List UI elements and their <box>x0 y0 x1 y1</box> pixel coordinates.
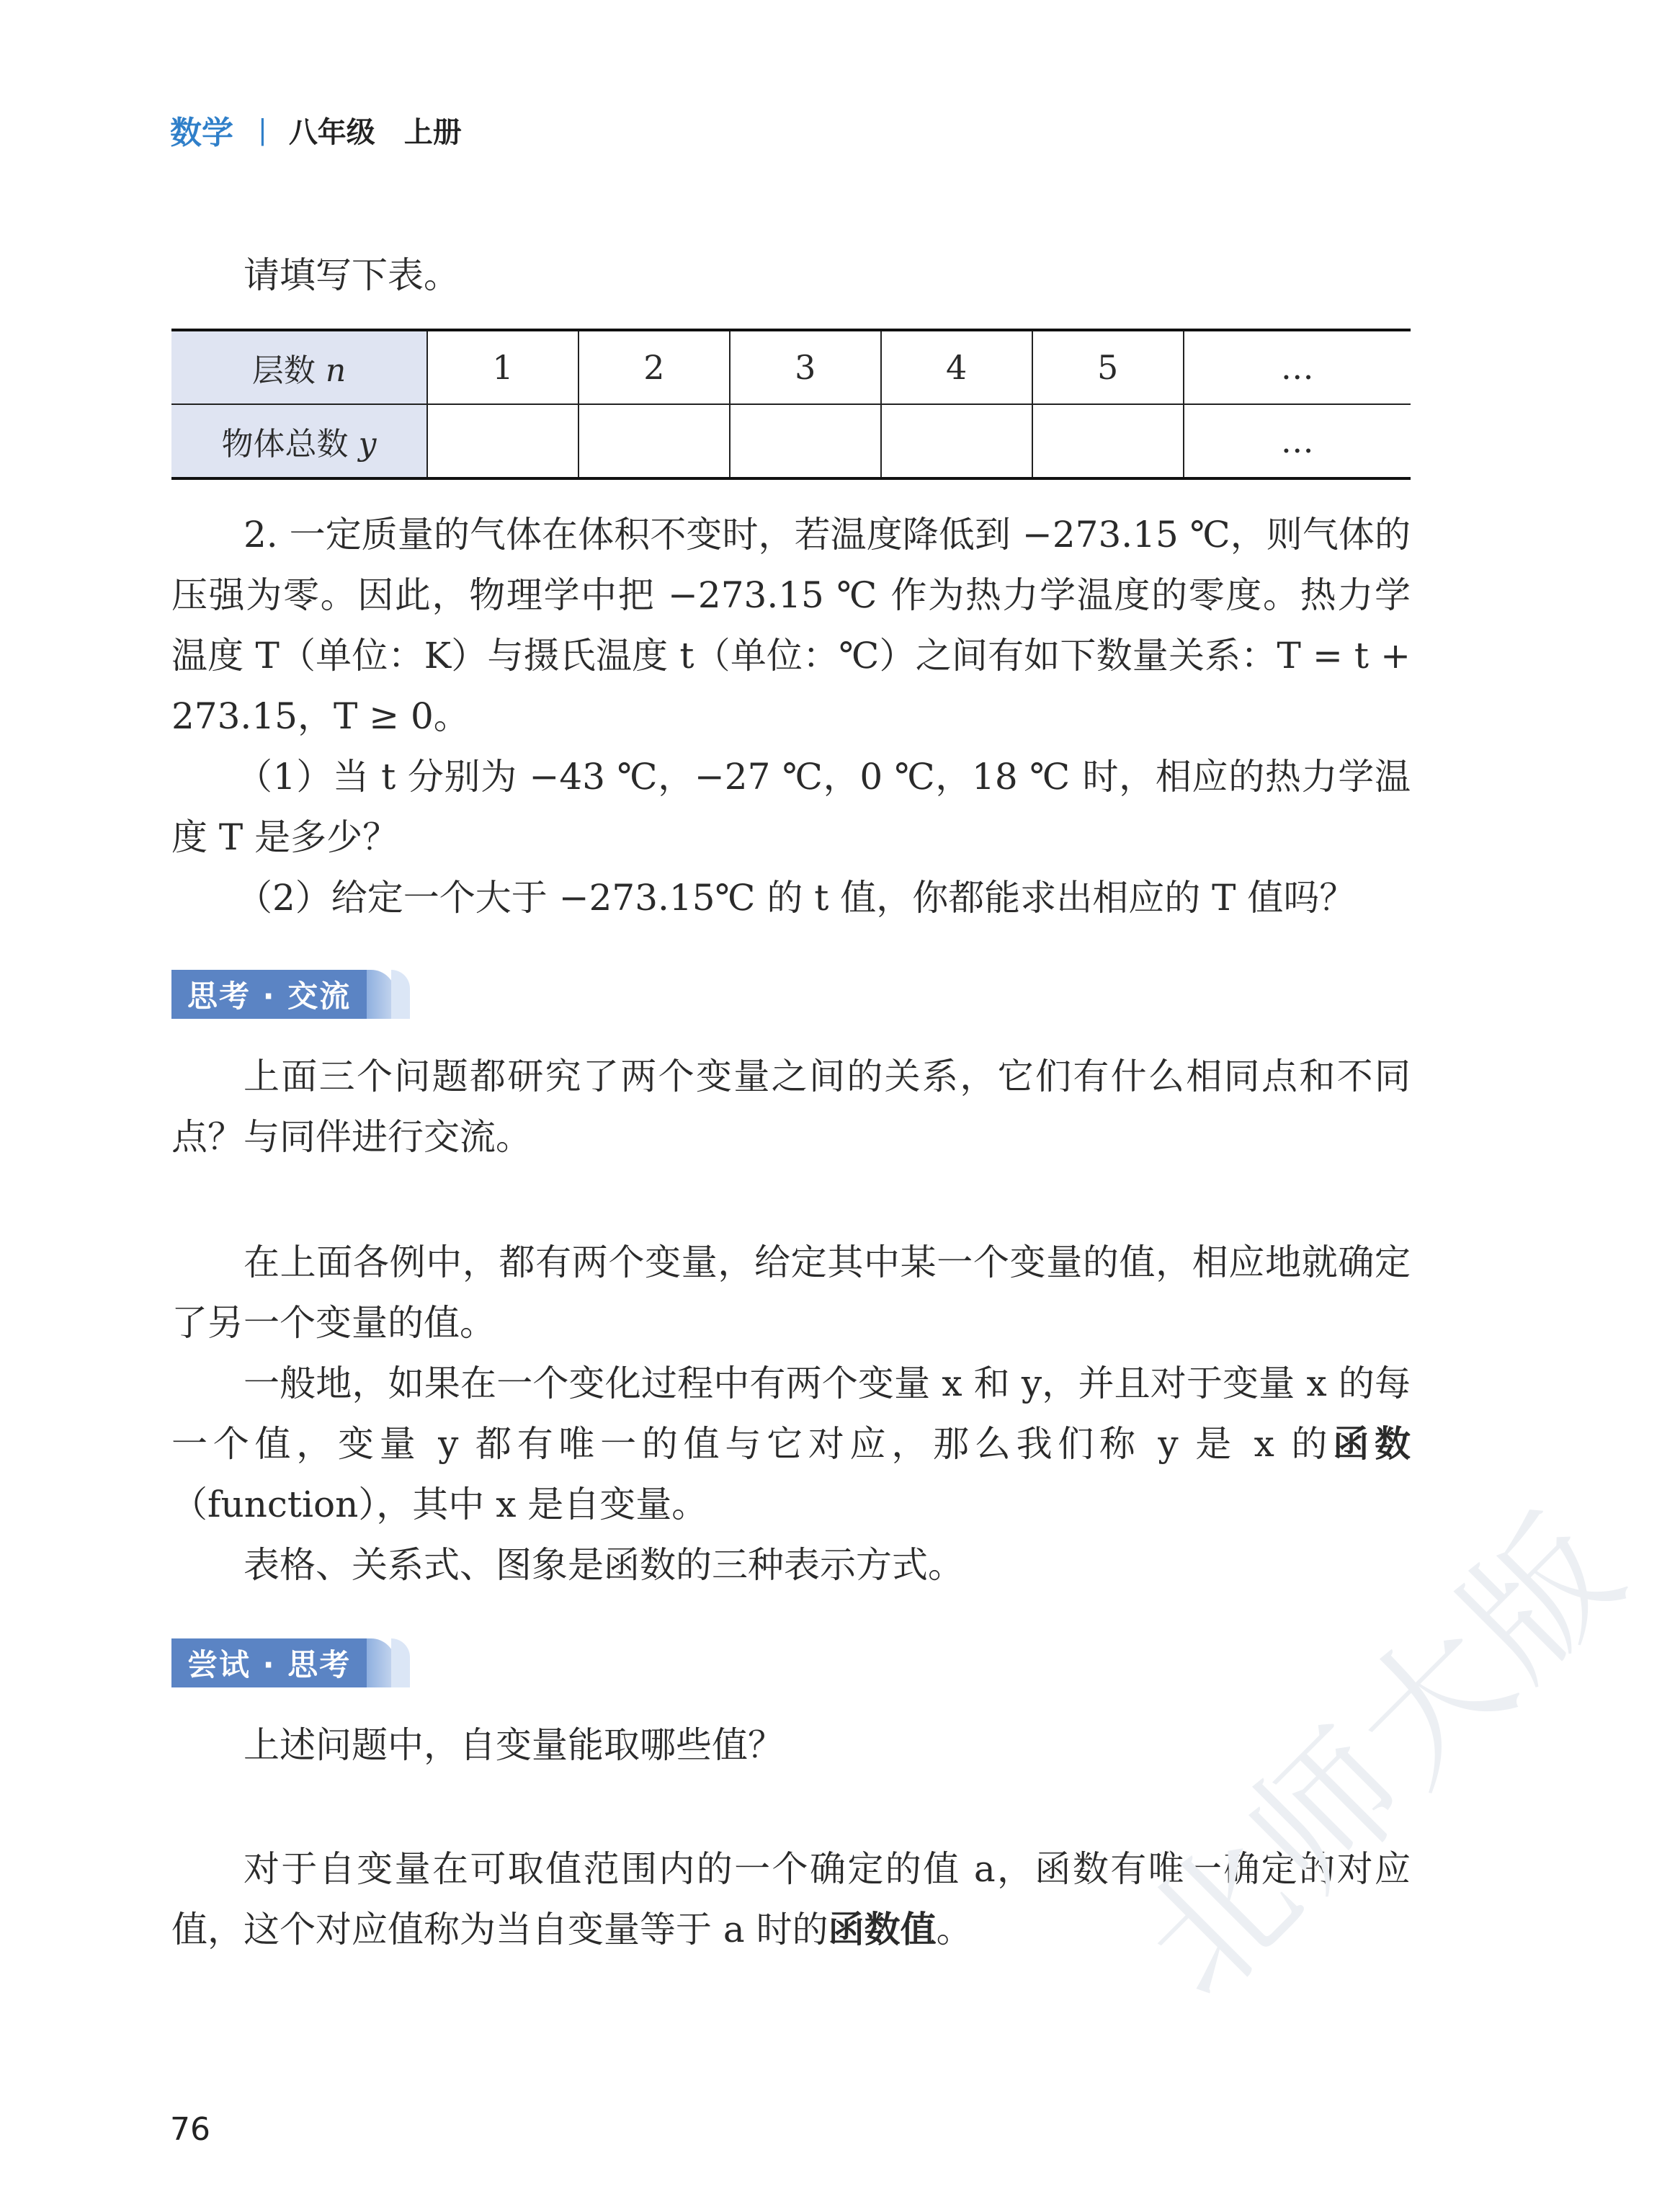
section-tag-label: 思考 · 交流 <box>171 970 367 1019</box>
representation-text: 表格、关系式、图象是函数的三种表示方式。 <box>244 1544 964 1586</box>
tag-ribbon-icon <box>367 970 411 1019</box>
try-think-text: 上述问题中，自变量能取哪些值？ <box>244 1724 784 1766</box>
table-cell: 2 <box>578 330 730 404</box>
section-tag-label: 尝试 · 思考 <box>171 1638 367 1687</box>
problem-2-question-2: （2）给定一个大于 −273.15℃ 的 t 值，你都能求出相应的 T 值吗？ <box>236 877 1356 919</box>
paragraph-two-variables: 在上面各例中，都有两个变量，给定其中某一个变量的值，相应地就确定了另一个变量的值。 <box>171 1241 1411 1344</box>
table-cell-blank <box>578 404 730 478</box>
table-cell-blank <box>730 404 881 478</box>
section-tag-try-think <box>171 1638 411 1687</box>
header-subject: 数学 <box>170 115 233 151</box>
definition-text-end: （function），其中 x 是自变量。 <box>171 1484 708 1525</box>
table-cell: 3 <box>730 330 881 404</box>
section-tag-think-exchange <box>171 970 411 1019</box>
table-cell: 1 <box>427 330 578 404</box>
row-header-total <box>171 404 427 478</box>
think-exchange-text: 上面三个问题都研究了两个变量之间的关系，它们有什么相同点和不同点？与同伴进行交流。 <box>171 1056 1411 1158</box>
row-header-variable: y <box>358 426 377 463</box>
table-cell-blank <box>881 404 1032 478</box>
problem-2-question-1: （1）当 t 分别为 −43 ℃，−27 ℃，0 ℃，18 ℃ 时，相应的热力学温度 T 是多少？ <box>171 756 1411 858</box>
running-header <box>170 108 462 151</box>
table-cell: 4 <box>881 330 1032 404</box>
row-header-variable: n <box>325 352 347 389</box>
table-cell-blank <box>1032 404 1184 478</box>
definition-text: 一般地，如果在一个变化过程中有两个变量 x 和 y，并且对于变量 x 的每一个值，变量 y 都有唯一的值与它对应，那么我们称 y 是 x 的 <box>171 1363 1411 1465</box>
term-function: 函数 <box>1333 1423 1411 1465</box>
header-grade: 八年级 <box>288 115 375 149</box>
page-number: 76 <box>170 2111 210 2148</box>
tag-ribbon-icon <box>367 1638 411 1687</box>
header-separator: | <box>258 114 267 146</box>
table-cell: … <box>1184 330 1411 404</box>
function-definition <box>171 1353 1411 1535</box>
term-function-value: 函数值 <box>828 1909 937 1950</box>
row-header-label: 层数 <box>251 352 316 389</box>
header-volume: 上册 <box>403 115 462 149</box>
problem-2-text: 2. 一定质量的气体在体积不变时，若温度降低到 −273.15 ℃，则气体的压强为零。因此，物理学中把 −273.15 ℃ 作为热力学温度的零度。热力学温度 T（单位：K）与摄氏温度 t（单位：℃）之间有如下数量关系：T = t + 273.15，T ≥ 0。 <box>171 514 1411 737</box>
intro-text: 请填写下表。 <box>244 254 460 296</box>
table-cell: 5 <box>1032 330 1184 404</box>
table-row <box>171 404 1411 478</box>
table-row <box>171 330 1411 404</box>
fill-in-table <box>171 329 1411 480</box>
table-cell-blank <box>427 404 578 478</box>
row-header-label: 物体总数 <box>221 426 349 463</box>
table-cell: … <box>1184 404 1411 478</box>
publisher-watermark: 北师大版 <box>1110 1482 1657 2029</box>
row-header-layers <box>171 330 427 404</box>
definition-text: 对于自变量在可取值范围内的一个确定的值 a，函数有唯一确定的对应值，这个对应值称为当自变量等于 a 时的 <box>171 1848 1411 1950</box>
definition-text-end: 。 <box>936 1909 973 1950</box>
